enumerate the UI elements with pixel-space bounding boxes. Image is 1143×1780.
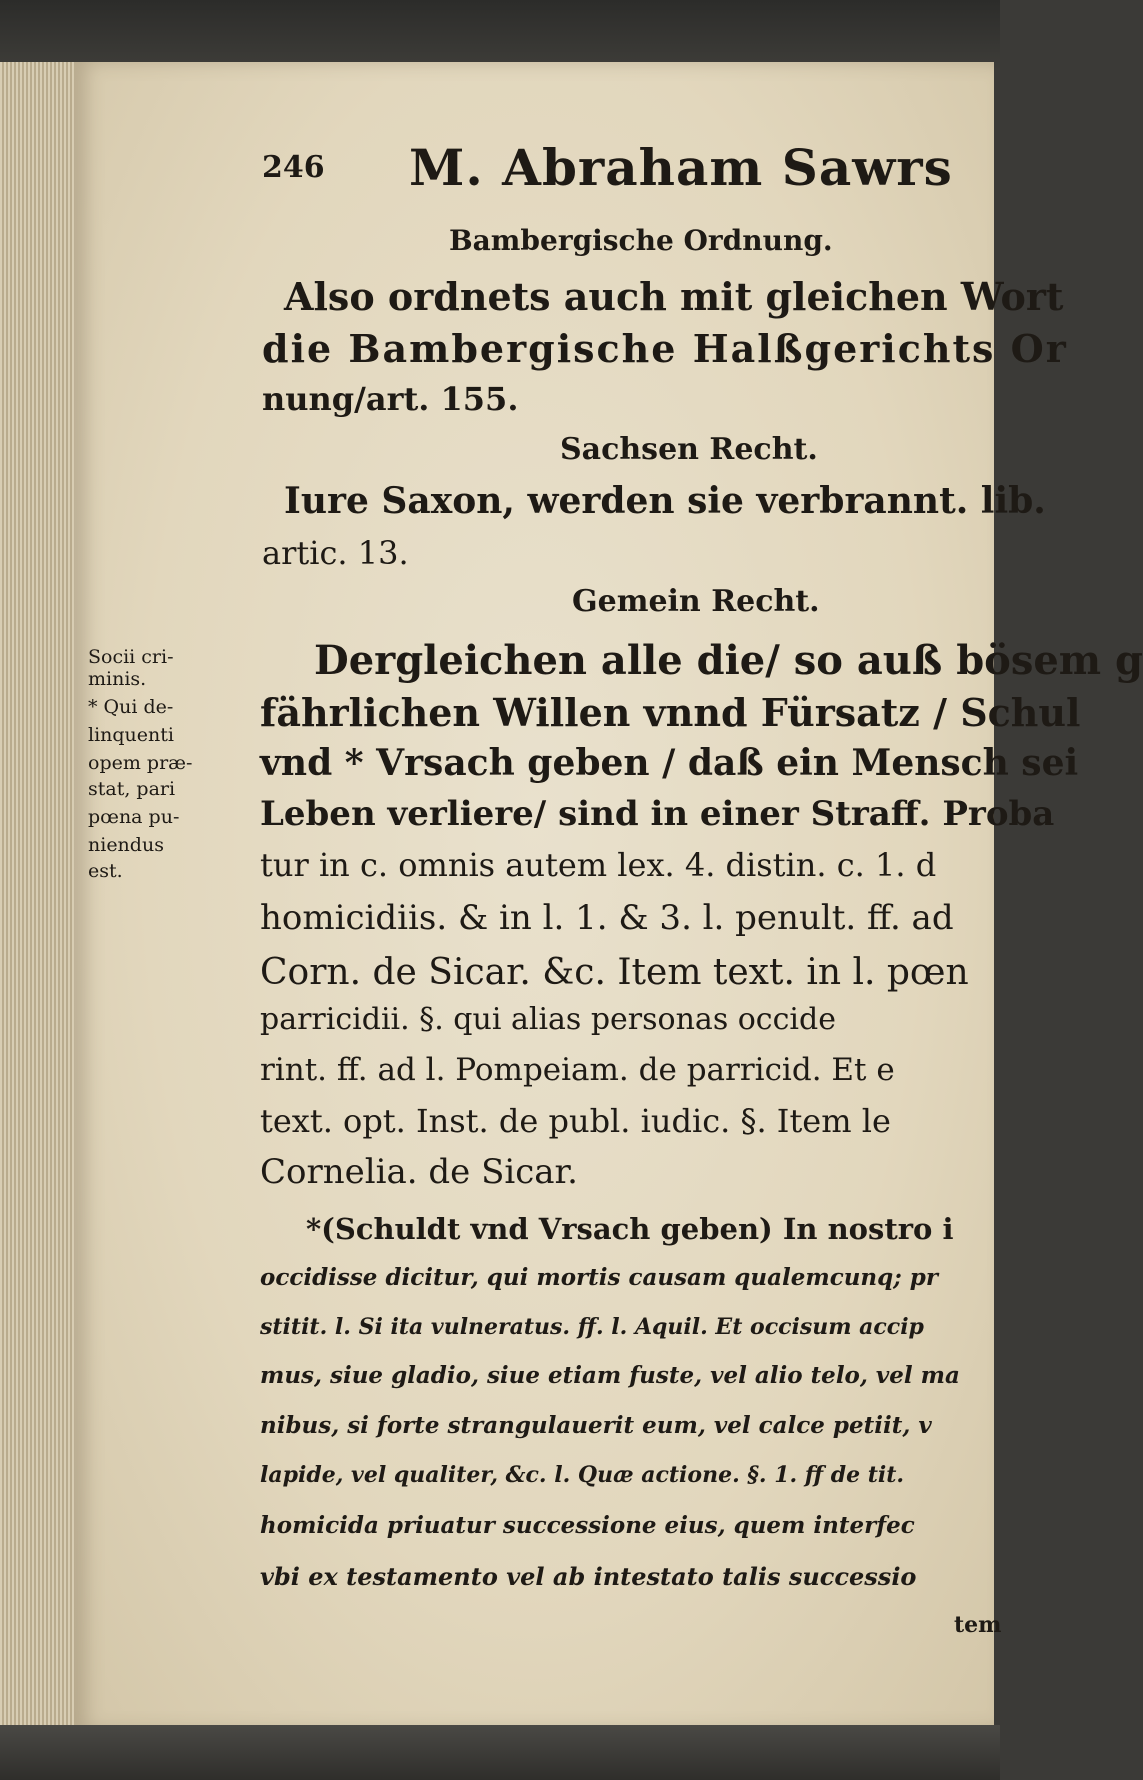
scanner-background-bottom <box>0 1725 1000 1780</box>
section-heading: Gemein Recht. <box>572 584 820 619</box>
body-line: tur in c. omnis autem lex. 4. distin. c. 1. d <box>260 846 937 884</box>
body-line: Dergleichen alle die/ so auß bösem g <box>314 637 1143 684</box>
footnote-line: *(Schuldt vnd Vrsach geben) In nostro i <box>306 1212 954 1246</box>
section-heading: Bambergische Ordnung. <box>449 224 833 257</box>
margin-note: * Qui de- <box>88 696 174 718</box>
body-line: fährlichen Willen vnnd Fürsatz / Schul <box>260 690 1081 735</box>
body-line: die Bambergische Halßgerichts Or <box>262 326 1068 371</box>
page-number: 246 <box>262 150 325 185</box>
body-line: Leben verliere/ sind in einer Straff. Proba <box>260 794 1055 834</box>
running-title: M. Abraham Sawrs <box>409 138 953 197</box>
body-line: text. opt. Inst. de publ. iudic. §. Item le <box>260 1102 891 1140</box>
footnote-line: homicida priuatur successione eius, quem interfec <box>260 1512 915 1539</box>
book-page-edges <box>0 62 77 1732</box>
body-line: vnd * Vrsach geben / daß ein Mensch sei <box>260 742 1079 784</box>
footnote-line: lapide, vel qualiter, &c. l. Quæ actione. §. 1. ff de tit. <box>260 1462 905 1488</box>
margin-note: est. <box>88 860 123 882</box>
section-heading: Sachsen Recht. <box>560 432 818 467</box>
margin-note: opem præ- <box>88 752 193 774</box>
footnote-line: stitit. l. Si ita vulneratus. ff. l. Aquil. Et occisum accip <box>260 1314 924 1340</box>
book-page <box>74 62 1143 1730</box>
margin-note: pœna pu- <box>88 806 180 828</box>
margin-note: stat, pari <box>88 778 176 800</box>
scanner-background-top <box>0 0 1000 70</box>
catchword: tem <box>954 1612 1002 1638</box>
body-line: Also ordnets auch mit gleichen Wort <box>284 274 1064 319</box>
body-line: Iure Saxon, werden sie verbrannt. lib. <box>284 480 1046 522</box>
margin-note: Socii cri- <box>88 646 174 668</box>
footnote-line: occidisse dicitur, qui mortis causam qualemcunq; pr <box>260 1264 938 1291</box>
body-line: rint. ff. ad l. Pompeiam. de parricid. Et e <box>260 1052 895 1088</box>
footnote-line: vbi ex testamento vel ab intestato talis successio <box>260 1562 917 1591</box>
footnote-line: nibus, si forte strangulauerit eum, vel calce petiit, v <box>260 1412 932 1439</box>
body-line: Cornelia. de Sicar. <box>260 1152 578 1192</box>
body-line: homicidiis. & in l. 1. & 3. l. penult. ff. ad <box>260 898 954 938</box>
body-line: nung/art. 155. <box>262 380 519 418</box>
margin-note: niendus <box>88 834 164 856</box>
body-line: Corn. de Sicar. &c. Item text. in l. pœn <box>260 952 969 993</box>
body-line: parricidii. §. qui alias personas occide <box>260 1002 836 1037</box>
footnote-line: mus, siue gladio, siue etiam fuste, vel alio telo, vel ma <box>260 1362 960 1389</box>
margin-note: linquenti <box>88 724 174 746</box>
body-line: artic. 13. <box>262 534 409 572</box>
margin-note: minis. <box>88 668 147 690</box>
